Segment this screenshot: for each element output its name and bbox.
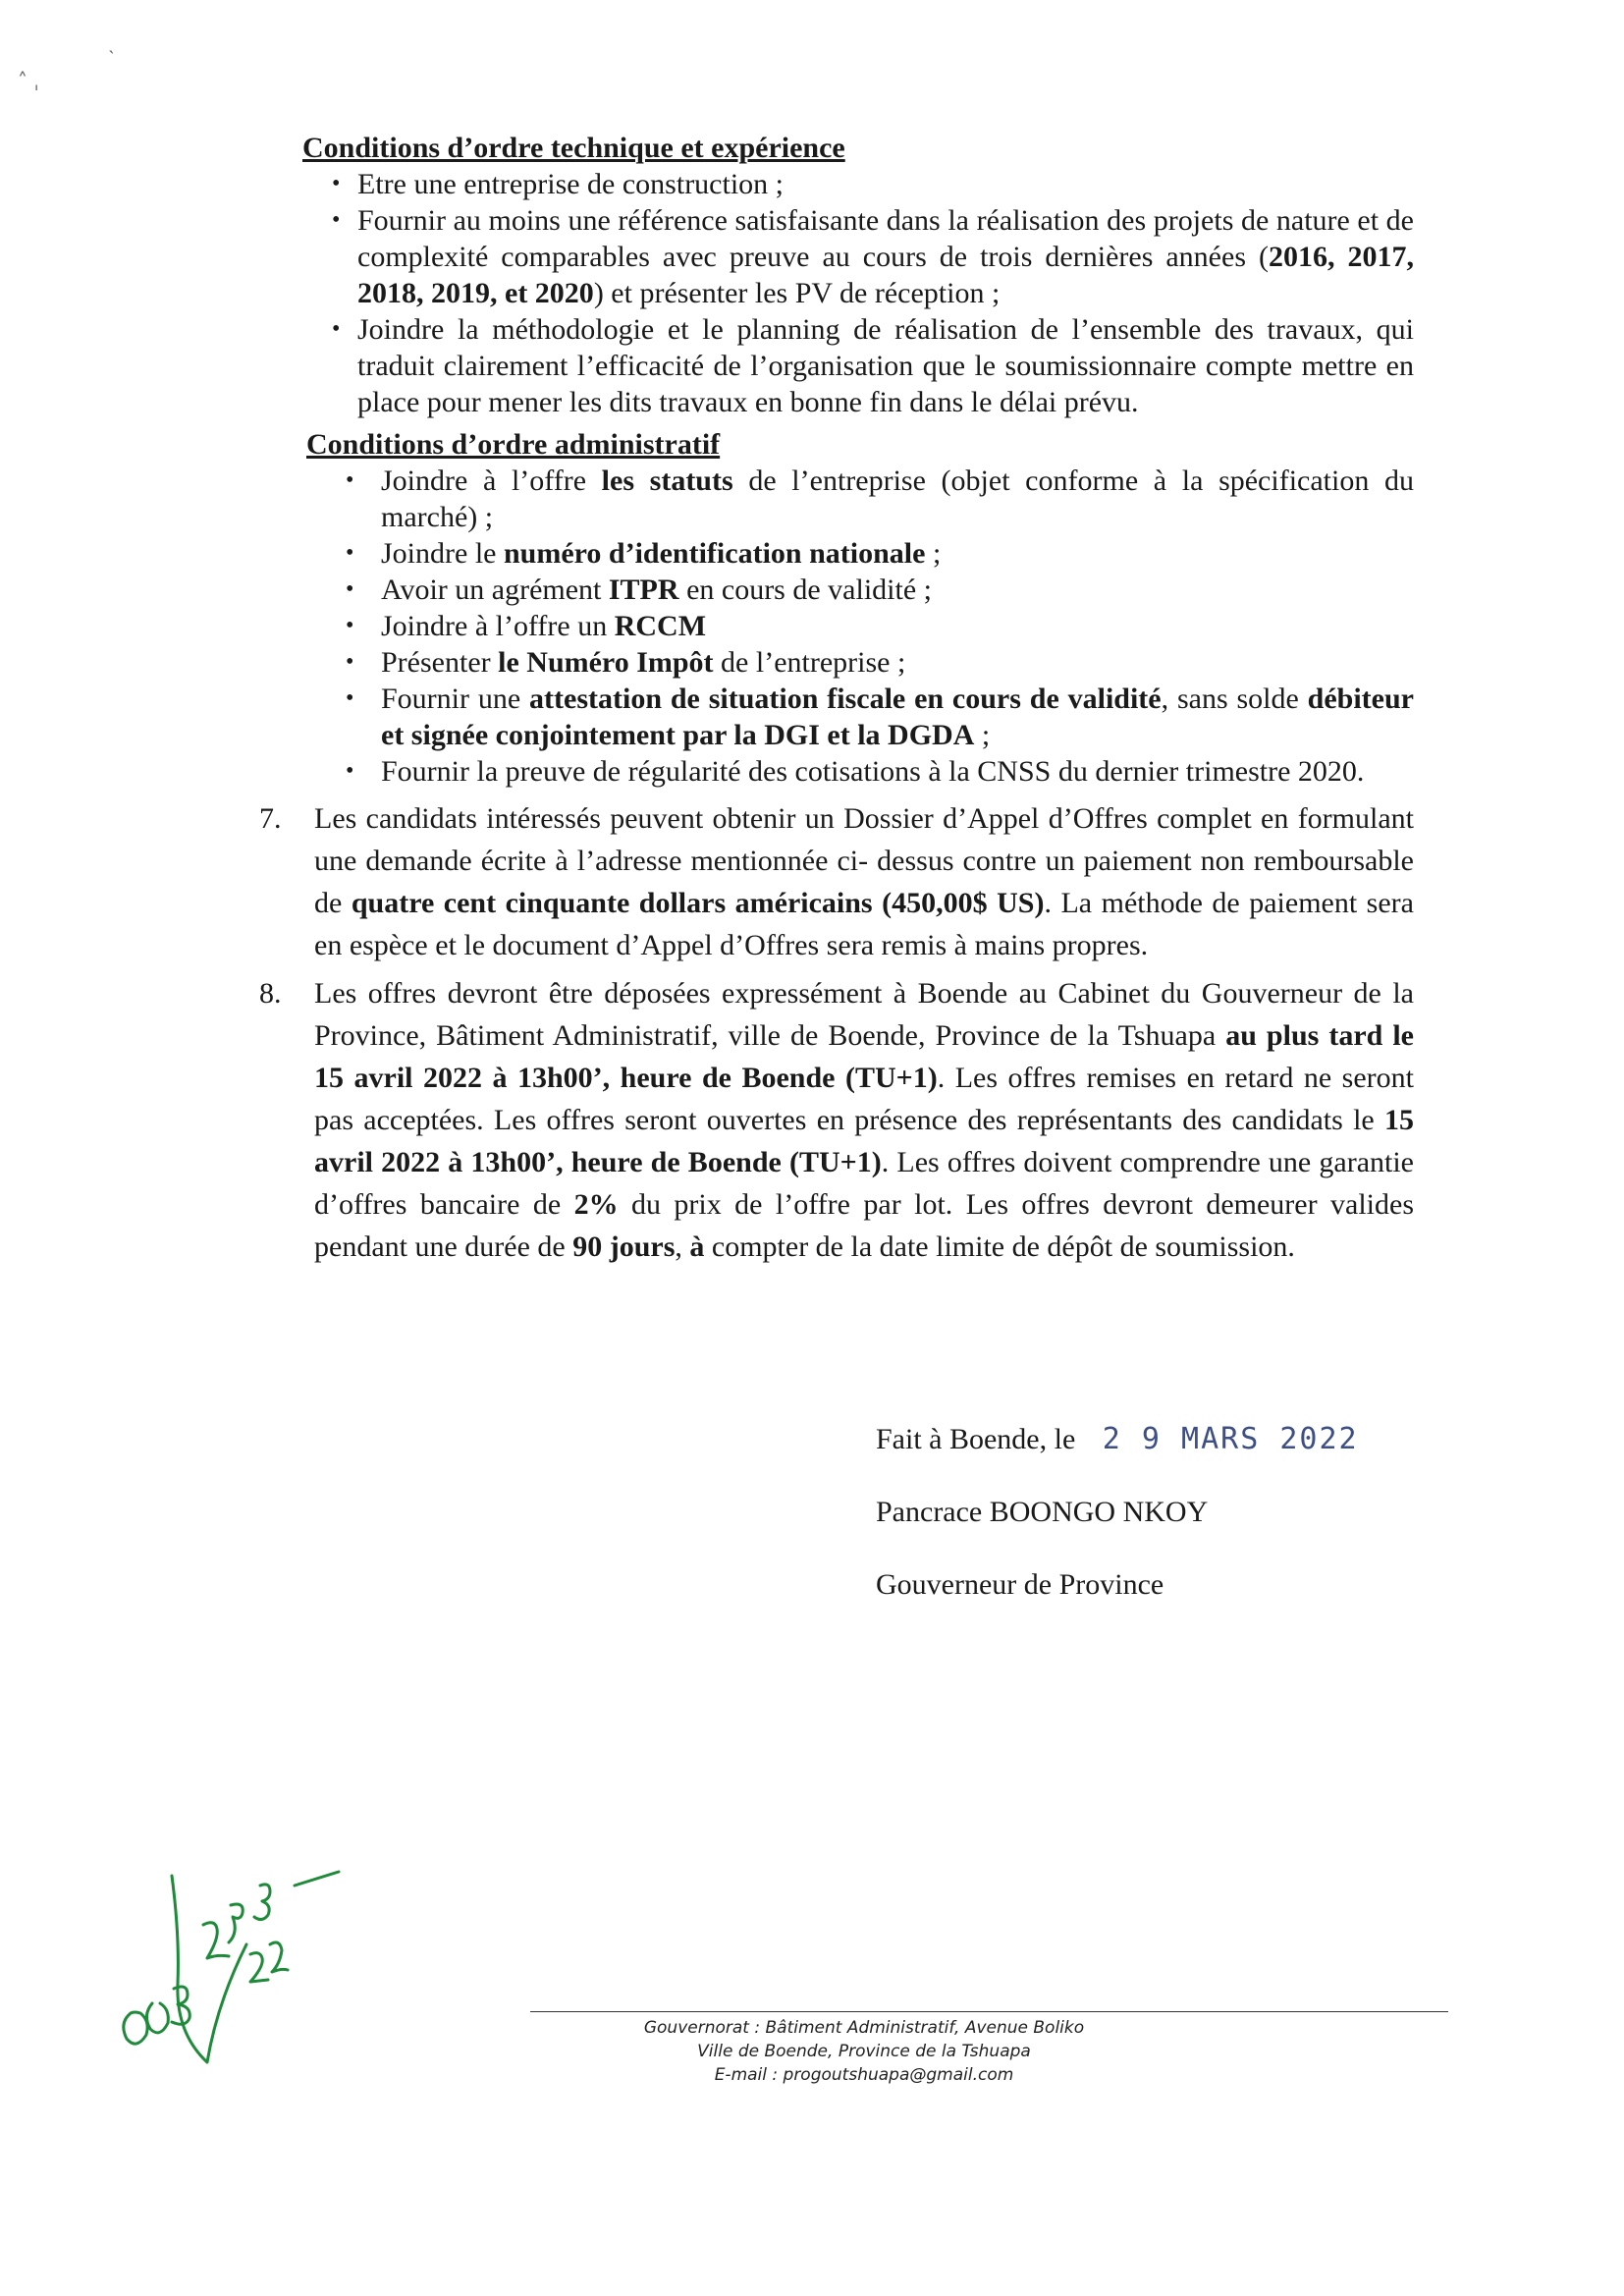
technical-conditions-section	[302, 130, 1414, 420]
footer-divider	[530, 2011, 1448, 2012]
footer	[550, 2016, 1178, 2087]
footer-address: Gouvernorat : Bâtiment Administratif, Avenue Boliko	[643, 2018, 1085, 2038]
numbered-list	[259, 797, 1414, 1268]
place-date-line	[876, 1420, 1359, 1493]
list-item: • Fournir au moins une référence satisfaisante dans la réalisation des projets de nature et de complexité comparables avec preuve au cours de trois dernières années (2016, 2017, 2018, 2019, et 2020) et présenter les PV de réception ;	[302, 202, 1414, 311]
scan-mark: ˄ ˌ	[18, 69, 39, 92]
section-title: Conditions d’ordre administratif	[306, 428, 721, 461]
list-item: • Fournir une attestation de situation fiscale en cours de validité, sans solde débiteur et signée conjointement par la DGI et la DGDA ;	[306, 681, 1414, 753]
bullet-list	[306, 463, 1414, 790]
signatory-title: Gouverneur de Province	[876, 1568, 1164, 1601]
signatory-name: Pancrace BOONGO NKOY	[876, 1496, 1209, 1528]
numbered-item-8: 8. Les offres devront être déposées expressément à Boende au Cabinet du Gouverneur de la Province, Bâtiment Administratif, ville de Boende, Province de la Tshuapa au plus tard le 15 avril 2022 à 13h00’, heure de Boende (TU+1). Les offres remises en retard ne seront pas acceptées. Les offres seront ouvertes en présence des représentants des candidats le 15 avril 2022 à 13h00’, heure de Boende (TU+1). Les offres doivent comprendre une garantie d’offres bancaire de 2% du prix de l’offre par lot. Les offres devront demeurer valides pendant une durée de 90 jours, à compter de la date limite de dépôt de soumission.	[295, 972, 1414, 1268]
administrative-conditions-section	[306, 426, 1414, 790]
list-item: • Joindre à l’offre un RCCM	[306, 608, 1414, 644]
list-item: • Joindre le numéro d’identification nationale ;	[306, 535, 1414, 572]
section-title: Conditions d’ordre technique et expérience	[302, 132, 845, 164]
list-item: • Joindre à l’offre les statuts de l’entreprise (objet conforme à la spécification du marché) ;	[306, 463, 1414, 535]
scan-mark: ˴	[108, 37, 115, 61]
document-body	[259, 130, 1415, 1274]
footer-city: Ville de Boende, Province de la Tshuapa	[697, 2042, 1031, 2061]
list-item: • Fournir la preuve de régularité des cotisations à la CNSS du dernier trimestre 2020.	[306, 753, 1414, 790]
numbered-item-7: 7. Les candidats intéressés peuvent obtenir un Dossier d’Appel d’Offres complet en formulant une demande écrite à l’adresse mentionnée ci- dessus contre un paiement non remboursable de quatre cent cinquante dollars américains (450,00$ US). La méthode de paiement sera en espèce et le document d’Appel d’Offres sera remis à mains propres.	[295, 797, 1414, 966]
footer-email: E-mail : progoutshuapa@gmail.com	[714, 2065, 1014, 2085]
item-number: 8.	[259, 977, 282, 1010]
place-label: Fait à Boende, le	[876, 1423, 1076, 1455]
list-item: • Avoir un agrément ITPR en cours de validité ;	[306, 572, 1414, 608]
bullet-list	[302, 166, 1414, 420]
item-number: 7.	[259, 802, 282, 835]
date-stamp: 2 9 MARS 2022	[1102, 1422, 1359, 1456]
list-item: • Etre une entreprise de construction ;	[302, 166, 1414, 202]
list-item: • Joindre la méthodologie et le planning de réalisation de l’ensemble des travaux, qui traduit clairement l’efficacité de l’organisation que le soumissionnaire compte mettre en place pour mener les dits travaux en bonne fin dans le délai prévu.	[302, 311, 1414, 420]
list-item: • Présenter le Numéro Impôt de l’entreprise ;	[306, 644, 1414, 681]
handwritten-annotation	[113, 1866, 349, 2082]
signature-block	[876, 1420, 1359, 1638]
